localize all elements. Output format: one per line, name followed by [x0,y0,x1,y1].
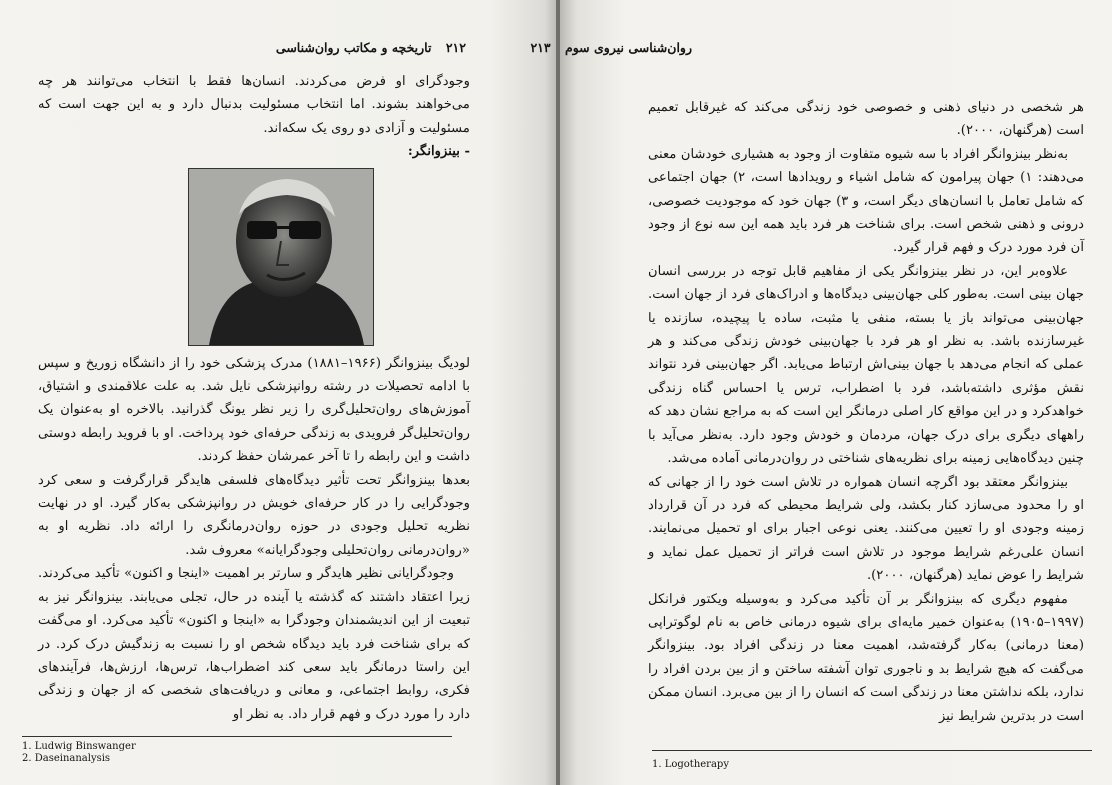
page-body [648,96,1084,728]
footnotes [652,750,1082,771]
paragraph: به‌نظر بینزوانگر افراد با سه شیوه متفاوت از وجود به هشیاری خودشان معنی می‌دهند: ۱) جهان پیرامون که شامل اشیاء و رویدادها است، ۲) جهان اجتماعی که شامل تعامل با انسان‌های دیگر است، و ۳) جهان خود که موجودیت خصوصی، درونی و ذهنی شخص است. برای شناخت هر فرد باید همه این سه نوع از وجود آن فرد مورد درک و فهم قرار گیرد. [648,146,1085,256]
footnote: 1. Logotherapy [652,759,729,770]
footnotes [22,736,452,765]
page-number: ۲۱۲ [445,40,466,55]
paragraph: بعدها بینزوانگر تحت تأثیر دیدگاه‌های فلسفی هایدگر قرارگرفت و سعی کرد وجودگرایی را در کار حرفه‌ای خویش در روانپزشکی به‌کار گیرد. او در نهایت نظریه تحلیل وجودی در حوزه روان‌درمانگری را ارائه داد. نظریه او به «روان‌درمانی روان‌تحلیلی وجودگرایانه» معروف شد. [38,472,470,558]
binswanger-portrait-photo [188,168,374,346]
paragraph: لودیگ بینزوانگر (۱۹۶۶–۱۸۸۱) مدرک پزشکی خود را از دانشگاه زوریخ و سپس با ادامه تحصیلات در رشته روانپزشکی نایل شد. به علت علاقمندی و اشتیاق، آموزش‌های روان‌تحلیل‌گری را زیر نظر یونگ گذرانید. بالاخره او به‌عنوان یک روان‌تحلیل‌گر فرویدی به زندگی حرفه‌ای خود پرداخت. او با فروید رابطه دوستی داشت و این رابطه را تا آخر عمرشان حفظ کردند. [38,355,470,465]
right-page [530,0,1112,785]
paragraph: علاوه‌بر این، در نظر بینزوانگر یکی از مفاهیم قابل توجه در بررسی انسان جهان بینی است. به‌طور کلی جهان‌بینی دیدگاه‌ها و ادراک‌های فرد از جهان است. جهان‌بینی می‌تواند باز یا بسته، منفی یا مثبت، ساده یا پیچیده، سازنده یا غیرسازنده باشد. به نظر او هر فرد با جهان‌بینی خودش زندگی می‌کند و هر عملی که انجام می‌دهد با جهان بینی‌اش ارتباط می‌یابد. اگر جهان‌بینی فرد نتواند نقش مؤثری داشته‌باشد، فرد با اضطراب، ترس یا احساس گناه زندگی خواهدکرد و در این مواقع کار اصلی درمانگر این است که به مراجع نشان دهد که راههای دیگری برای درک جهان، مردمان و خودش وجود دارد. به‌نظر می‌آید با چنین دیدگاه‌هایی زمینه برای نظریه‌های شناختی در روان‌درمانی آماده می‌شد. [648,263,1084,467]
running-title: روان‌شناسی نیروی سوم [564,40,692,55]
section-subheading: - بینزوانگر: [407,144,470,160]
paragraph: وجودگرای او فرض می‌کردند. انسان‌ها فقط با انتخاب می‌توانند هر چه می‌خواهند بشوند. اما انتخاب مسئولیت بدنبال دارد و به این جهت است که مسئولیت و آزادی دو روی یک سکه‌اند. [38,74,470,136]
paragraph: بینزوانگر معتقد بود اگرچه انسان همواره در تلاش است خود را از جهانی که او را محدود می‌سازد کنار بکشد، ولی شرایط محیطی که فرد در آن قرارداد زمینه وجودی او را تعیین می‌کنند. یعنی نوعی اجبار برای او تحمیل می‌نمایند. انسان علی‌رغم شرایط موجود در تلاش است فراتر از تحمیل عمل نماید و شرایط را عوض نماید (هرگنهان، ۲۰۰۰). [648,474,1084,584]
paragraph: وجودگرایانی نظیر هایدگر و سارتر بر اهمیت «اینجا و اکنون» تأکید می‌کردند. زیرا اعتقاد داشتند که گذشته یا آینده در حال، تجلی می‌یابند. بینزوانگر نیز به تبعیت از این اندیشمندان وجودگرا به «اینجا و اکنون» تأکید می‌کرد. او می‌گفت که برای شناخت فرد باید دیدگاه شخص او را نسبت به زندگیش درک کرد. در این راستا درمانگر باید سعی کند اضطراب‌ها، ترس‌ها، ارزش‌ها، فرآیندهای فکری، روابط اجتماعی، و معانی و دریافت‌های شخصی که از جهان و زندگی دارد را مورد درک و فهم قرار داد. به نظر او [38,566,470,722]
running-title: تاریخچه و مکاتب روان‌شناسی [275,40,432,55]
footnote-rule [652,750,1092,751]
footnote: 1. Ludwig Binswanger [22,741,136,752]
page-header [276,40,466,55]
page-header [530,40,692,55]
page-number: ۲۱۳ [530,40,551,55]
paragraph: مفهوم دیگری که بینزوانگر بر آن تأکید می‌کرد و به‌وسیله ویکتور فرانکل (۱۹۹۷–۱۹۰۵) به‌عنوان خمیر مایه‌ای برای شیوه درمانی خاص به نام لوگوتراپی (معنا درمانی) به‌کار گرفته‌شد، اهمیت معنا در زندگی افراد بود. بینزوانگر می‌گفت که هیچ شرایط بد و ناجوری توان آشفته ساختن و از بین بردن افراد را ندارد، بلکه نداشتن معنا در زندگی است که انسان را از بین می‌برد. انسان ممکن است در بدترین شرایط نیز [648,591,1084,724]
footnote-rule [22,736,452,737]
footnote: 2. Daseinanalysis [22,753,111,764]
paragraph: هر شخصی در دنیای ذهنی و خصوصی خود زندگی می‌کند که غیرقابل تعمیم است (هرگنهان، ۲۰۰۰). [648,100,1084,139]
page-body [38,70,470,726]
